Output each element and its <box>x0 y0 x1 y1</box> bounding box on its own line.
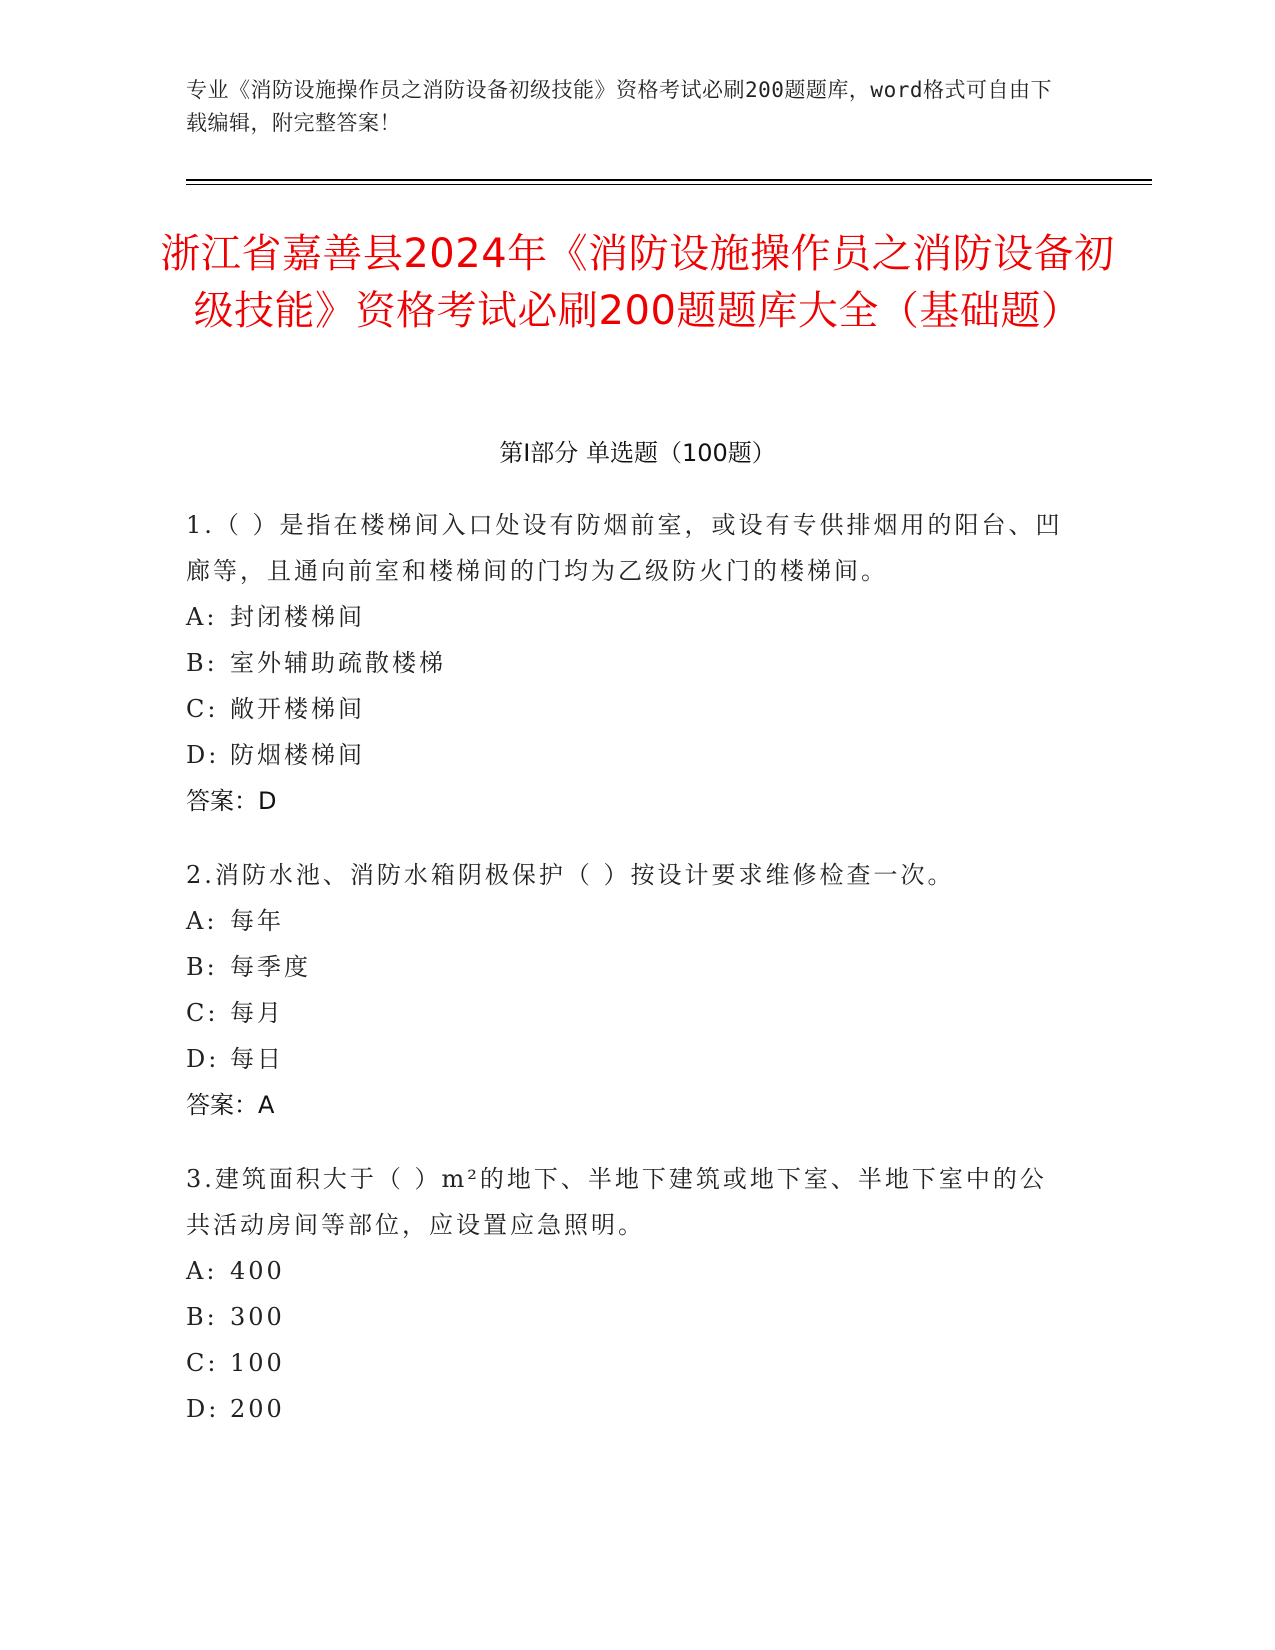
option-text: 400 <box>230 1257 285 1285</box>
answer-line: 答案：D <box>186 787 277 815</box>
option-c <box>186 1340 1066 1386</box>
option-letter: A: <box>186 1257 218 1285</box>
header-rule-thick <box>186 179 1152 181</box>
header-note: 专业《消防设施操作员之消防设备初级技能》资格考试必刷200题题库，word格式可自由下载编辑，附完整答案！ <box>186 78 1052 135</box>
option-text: 每年 <box>230 907 284 935</box>
answer-line: 答案：A <box>186 1091 275 1119</box>
option-b <box>186 944 1066 990</box>
option-d <box>186 1386 1066 1432</box>
option-letter: D: <box>186 1045 220 1073</box>
option-text: 每月 <box>230 999 284 1027</box>
option-c <box>186 990 1066 1036</box>
option-text: 200 <box>230 1395 285 1423</box>
option-text: 每季度 <box>230 953 311 981</box>
option-text: 防烟楼梯间 <box>230 741 365 769</box>
option-letter: A: <box>186 603 218 631</box>
option-a <box>186 594 1066 640</box>
option-letter: B: <box>186 649 218 677</box>
option-letter: C: <box>186 999 219 1027</box>
option-text: 封闭楼梯间 <box>230 603 365 631</box>
question-stem: 2.消防水池、消防水箱阴极保护（ ）按设计要求维修检查一次。 <box>186 861 955 889</box>
option-a <box>186 1248 1066 1294</box>
question-1 <box>186 502 1066 824</box>
option-letter: B: <box>186 1303 218 1331</box>
option-d <box>186 732 1066 778</box>
option-text: 每日 <box>230 1045 284 1073</box>
question-stem: 3.建筑面积大于（ ）m²的地下、半地下建筑或地下室、半地下室中的公共活动房间等部位，应设置应急照明。 <box>186 1165 1047 1239</box>
question-2 <box>186 852 1066 1128</box>
option-b <box>186 640 1066 686</box>
section-title: 第I部分 单选题（100题） <box>499 439 776 467</box>
option-letter: C: <box>186 1349 219 1377</box>
option-text: 敞开楼梯间 <box>230 695 365 723</box>
header-rule-thin <box>186 184 1152 185</box>
option-text: 100 <box>230 1349 285 1377</box>
question-stem: 1.（ ）是指在楼梯间入口处设有防烟前室，或设有专供排烟用的阳台、凹廊等，且通向前室和楼梯间的门均为乙级防火门的楼梯间。 <box>186 511 1063 585</box>
document-title: 浙江省嘉善县2024年《消防设施操作员之消防设备初级技能》资格考试必刷200题题库大全（基础题） <box>160 231 1115 334</box>
option-d <box>186 1036 1066 1082</box>
option-letter: D: <box>186 1395 220 1423</box>
option-text: 300 <box>230 1303 285 1331</box>
question-3 <box>186 1156 1066 1432</box>
option-letter: A: <box>186 907 218 935</box>
option-c <box>186 686 1066 732</box>
option-letter: C: <box>186 695 219 723</box>
option-a <box>186 898 1066 944</box>
option-letter: B: <box>186 953 218 981</box>
option-letter: D: <box>186 741 220 769</box>
option-b <box>186 1294 1066 1340</box>
option-text: 室外辅助疏散楼梯 <box>230 649 446 677</box>
